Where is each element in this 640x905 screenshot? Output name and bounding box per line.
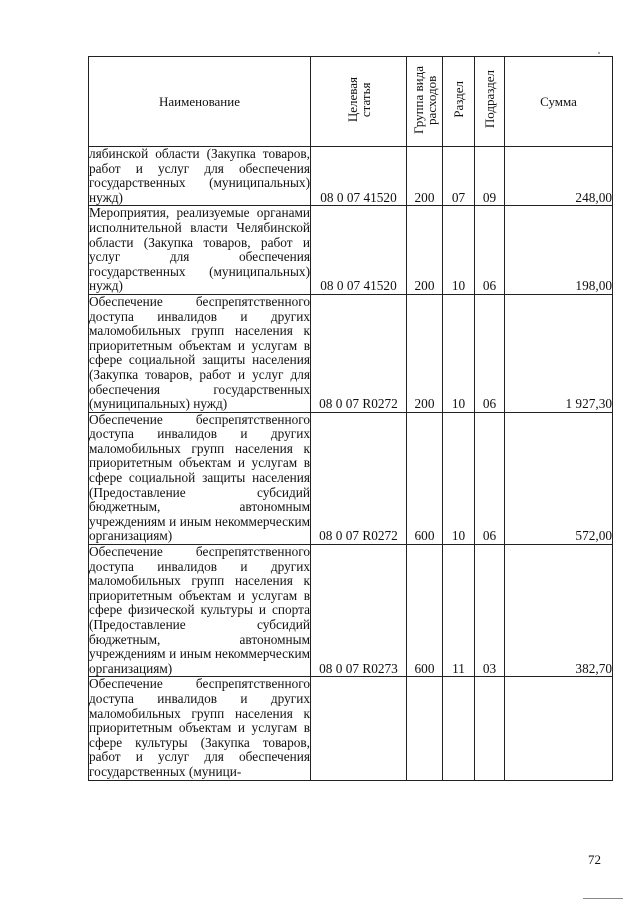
header-target-article: Целевая статья bbox=[311, 57, 407, 147]
row-target: 08 0 07 R0273 bbox=[311, 545, 407, 677]
footer-rule bbox=[583, 898, 623, 899]
row-name: лябинской области (Закупка товаров, работ и услуг для обеспечения государственных (муниципальных) нужд) bbox=[89, 146, 310, 205]
row-group: 200 bbox=[407, 147, 443, 206]
row-name: Обеспечение беспрепятственного доступа инвалидов и других маломобильных групп населения к приоритетным объектам и услугам в сфере социальной защиты населения (Закупка товаров, работ и услуг для обеспечения государственных (муниципальных) нужд) bbox=[89, 293, 310, 412]
row-sum bbox=[505, 677, 613, 780]
scan-speck bbox=[598, 52, 600, 54]
row-target: 08 0 07 41520 bbox=[311, 206, 407, 295]
table-header-row bbox=[89, 57, 613, 147]
row-section: 11 bbox=[443, 545, 475, 677]
row-group bbox=[407, 677, 443, 780]
header-subsection: Подраздел bbox=[475, 57, 505, 147]
row-name: Мероприятия, реализуемые органами исполнительной власти Челябинской области (Закупка товаров, работ и услуг для обеспечения государственных (муниципальных) нужд) bbox=[89, 205, 310, 294]
header-name: Наименование bbox=[89, 57, 311, 147]
row-subsection bbox=[475, 677, 505, 780]
budget-table bbox=[88, 56, 613, 781]
table-row bbox=[89, 412, 613, 544]
page-number: 72 bbox=[588, 852, 601, 867]
row-subsection: 06 bbox=[475, 206, 505, 295]
row-name: Обеспечение беспрепятственного доступа инвалидов и других маломобильных групп населения к приоритетным объектам и услугам в сфере физической культуры и спорта (Предоставление субсидий бюджетным, автономным учреждениям и иным некоммерческим организациям) bbox=[89, 544, 310, 676]
row-subsection: 06 bbox=[475, 294, 505, 412]
row-sum: 248,00 bbox=[505, 147, 613, 206]
row-group: 600 bbox=[407, 545, 443, 677]
row-section: 10 bbox=[443, 294, 475, 412]
header-section: Раздел bbox=[443, 57, 475, 147]
row-section: 07 bbox=[443, 147, 475, 206]
row-target: 08 0 07 R0272 bbox=[311, 294, 407, 412]
table-row bbox=[89, 545, 613, 677]
row-subsection: 03 bbox=[475, 545, 505, 677]
row-section: 10 bbox=[443, 412, 475, 544]
row-target: 08 0 07 41520 bbox=[311, 147, 407, 206]
row-target: 08 0 07 R0272 bbox=[311, 412, 407, 544]
row-section bbox=[443, 677, 475, 780]
row-group: 600 bbox=[407, 412, 443, 544]
row-sum: 198,00 bbox=[505, 206, 613, 295]
header-expense-group: Группа вида расходов bbox=[407, 57, 443, 147]
row-group: 200 bbox=[407, 294, 443, 412]
table-row bbox=[89, 206, 613, 295]
table-row bbox=[89, 147, 613, 206]
row-section: 10 bbox=[443, 206, 475, 295]
row-name: Обеспечение беспрепятственного доступа инвалидов и других маломобильных групп населения к приоритетным объектам и услугам в сфере социальной защиты населения (Предоставление субсидий бюджетным, автономным учреждениям и иным некоммерческим организациям) bbox=[89, 411, 310, 544]
table-row bbox=[89, 677, 613, 780]
row-sum: 572,00 bbox=[505, 412, 613, 544]
row-subsection: 06 bbox=[475, 412, 505, 544]
header-sum: Сумма bbox=[505, 57, 613, 147]
row-target bbox=[311, 677, 407, 780]
row-name: Обеспечение беспрепятственного доступа инвалидов и других маломобильных групп населения к приоритетным объектам и услугам в сфере культуры (Закупка товаров, работ и услуг для обеспечения государственных (муници- bbox=[89, 676, 310, 779]
table-row bbox=[89, 294, 613, 412]
row-group: 200 bbox=[407, 206, 443, 295]
row-sum: 1 927,30 bbox=[505, 294, 613, 412]
row-sum: 382,70 bbox=[505, 545, 613, 677]
row-subsection: 09 bbox=[475, 147, 505, 206]
